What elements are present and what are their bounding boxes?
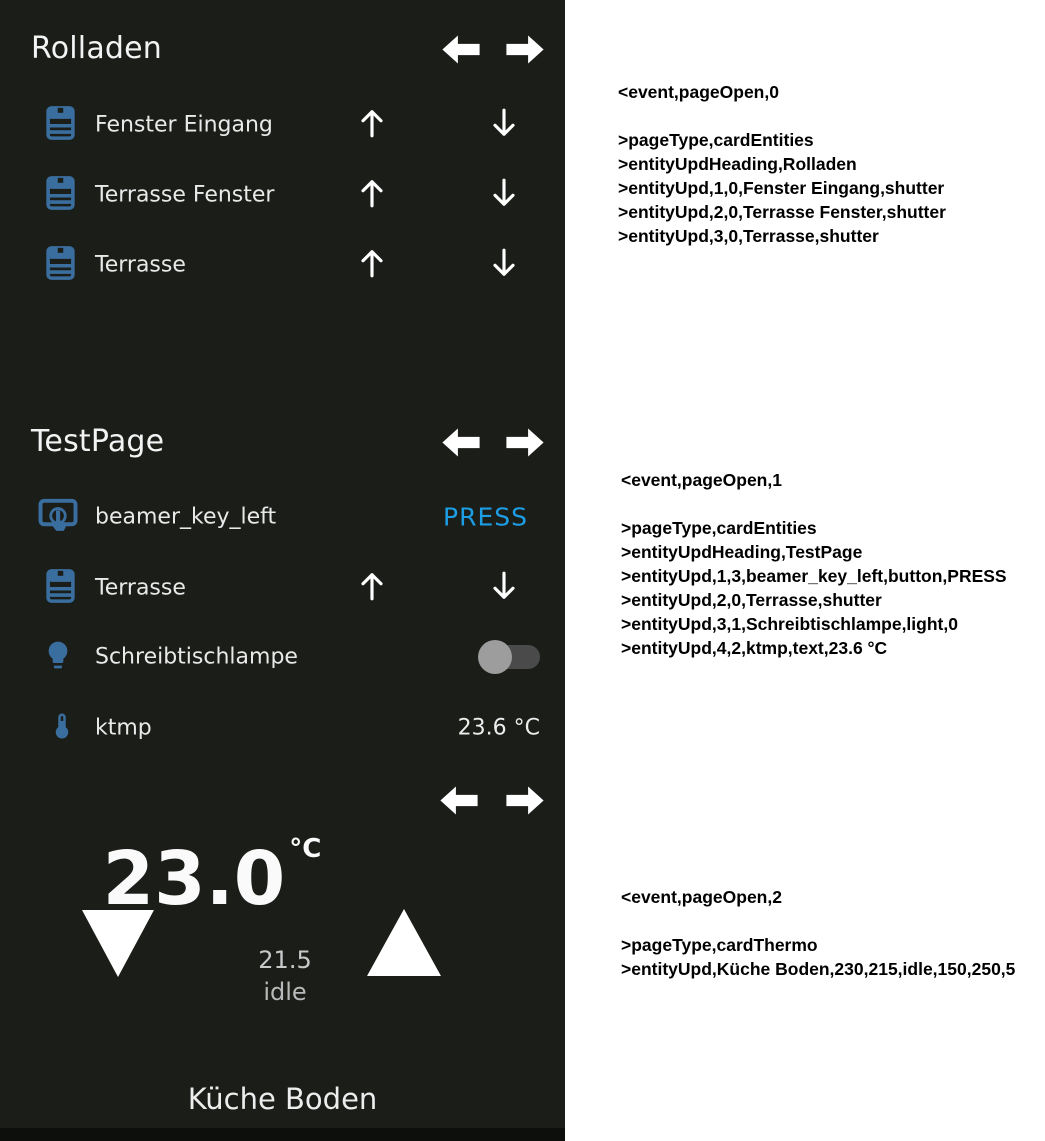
light-toggle[interactable] <box>478 640 540 674</box>
entity-name: Terrasse <box>95 575 186 601</box>
protocol-gap <box>618 104 946 128</box>
entity-row <box>0 553 565 623</box>
entity-row <box>0 482 565 552</box>
entity-row <box>0 90 565 160</box>
current-temperature-value: 23.0 <box>102 836 286 922</box>
arrow-up-icon <box>354 568 390 604</box>
shutter-up-button[interactable] <box>354 245 390 285</box>
page-prev-button[interactable] <box>442 34 480 65</box>
card-heading-testpage: TestPage <box>31 424 165 459</box>
arrow-right-icon <box>506 34 544 65</box>
sensor-value: 23.6 °C <box>457 715 540 741</box>
window-shutter-icon <box>44 243 77 287</box>
lightbulb-icon <box>42 637 74 677</box>
protocol-line: >entityUpd,3,1,Schreibtischlampe,light,0 <box>621 614 958 634</box>
page-prev-button[interactable] <box>442 427 480 458</box>
toggle-knob <box>478 640 512 674</box>
arrow-down-icon <box>486 175 522 211</box>
protocol-event-line: <event,pageOpen,2 <box>621 887 782 907</box>
shutter-down-button[interactable] <box>486 568 522 608</box>
press-button[interactable]: PRESS <box>443 502 528 532</box>
arrow-right-icon <box>506 427 544 458</box>
shutter-down-button[interactable] <box>486 175 522 215</box>
entity-name: Terrasse Fenster <box>95 182 275 208</box>
arrow-right-icon <box>506 785 544 816</box>
arrow-left-icon <box>442 34 480 65</box>
protocol-line: >entityUpdHeading,TestPage <box>621 542 863 562</box>
entity-name: Terrasse <box>95 252 186 278</box>
page-next-button[interactable] <box>506 785 544 816</box>
protocol-event-line: <event,pageOpen,0 <box>618 82 779 102</box>
shutter-up-button[interactable] <box>354 175 390 215</box>
shutter-down-button[interactable] <box>486 105 522 145</box>
window-shutter-icon <box>44 103 77 147</box>
entity-row <box>0 160 565 230</box>
page-next-button[interactable] <box>506 427 544 458</box>
arrow-down-icon <box>486 245 522 281</box>
protocol-block-page1 <box>621 468 1007 660</box>
protocol-line: >pageType,cardThermo <box>621 935 818 955</box>
window-shutter-icon <box>44 566 77 610</box>
protocol-block-page0 <box>618 80 946 248</box>
protocol-line: >entityUpd,2,0,Terrasse,shutter <box>621 590 882 610</box>
protocol-line: >entityUpd,1,3,beamer_key_left,button,PRESS <box>621 566 1007 586</box>
window-shutter-icon <box>44 173 77 217</box>
protocol-line: >entityUpd,Küche Boden,230,215,idle,150,250,5 <box>621 959 1016 979</box>
protocol-line: >entityUpd,1,0,Fenster Eingang,shutter <box>618 178 945 198</box>
shutter-down-button[interactable] <box>486 245 522 285</box>
arrow-down-icon <box>486 105 522 141</box>
shutter-up-button[interactable] <box>354 568 390 608</box>
entity-row <box>0 693 565 763</box>
thermometer-icon <box>47 708 77 748</box>
arrow-up-icon <box>354 175 390 211</box>
protocol-gap <box>621 909 1015 933</box>
protocol-line: >pageType,cardEntities <box>618 130 814 150</box>
protocol-line: >pageType,cardEntities <box>621 518 817 538</box>
card-heading-rolladen: Rolladen <box>31 31 163 66</box>
entity-name: ktmp <box>95 715 152 741</box>
protocol-gap <box>621 492 1007 516</box>
entity-name: Fenster Eingang <box>95 112 273 138</box>
protocol-event-line: <event,pageOpen,1 <box>621 470 782 490</box>
panel-bottom-strip <box>0 1128 565 1141</box>
arrow-up-icon <box>354 245 390 281</box>
entity-name: beamer_key_left <box>95 504 277 530</box>
hvac-state: idle <box>263 978 307 1006</box>
entity-row <box>0 622 565 692</box>
arrow-down-icon <box>486 568 522 604</box>
entity-row <box>0 230 565 300</box>
protocol-line: >entityUpd,3,0,Terrasse,shutter <box>618 226 879 246</box>
protocol-block-page2 <box>621 885 1015 981</box>
arrow-left-icon <box>440 785 478 816</box>
shutter-up-button[interactable] <box>354 105 390 145</box>
page-next-button[interactable] <box>506 34 544 65</box>
arrow-left-icon <box>442 427 480 458</box>
arrow-up-icon <box>354 105 390 141</box>
entity-name: Schreibtischlampe <box>95 644 298 670</box>
gesture-tap-button-icon <box>38 499 78 536</box>
current-temperature <box>0 834 420 922</box>
protocol-line: >entityUpdHeading,Rolladen <box>618 154 857 174</box>
temperature-unit: °C <box>289 834 322 864</box>
page-prev-button[interactable] <box>440 785 478 816</box>
target-temperature: 21.5 <box>258 946 312 974</box>
thermostat-title: Küche Boden <box>187 1082 378 1116</box>
protocol-line: >entityUpd,2,0,Terrasse Fenster,shutter <box>618 202 946 222</box>
protocol-line: >entityUpd,4,2,ktmp,text,23.6 °C <box>621 638 888 658</box>
